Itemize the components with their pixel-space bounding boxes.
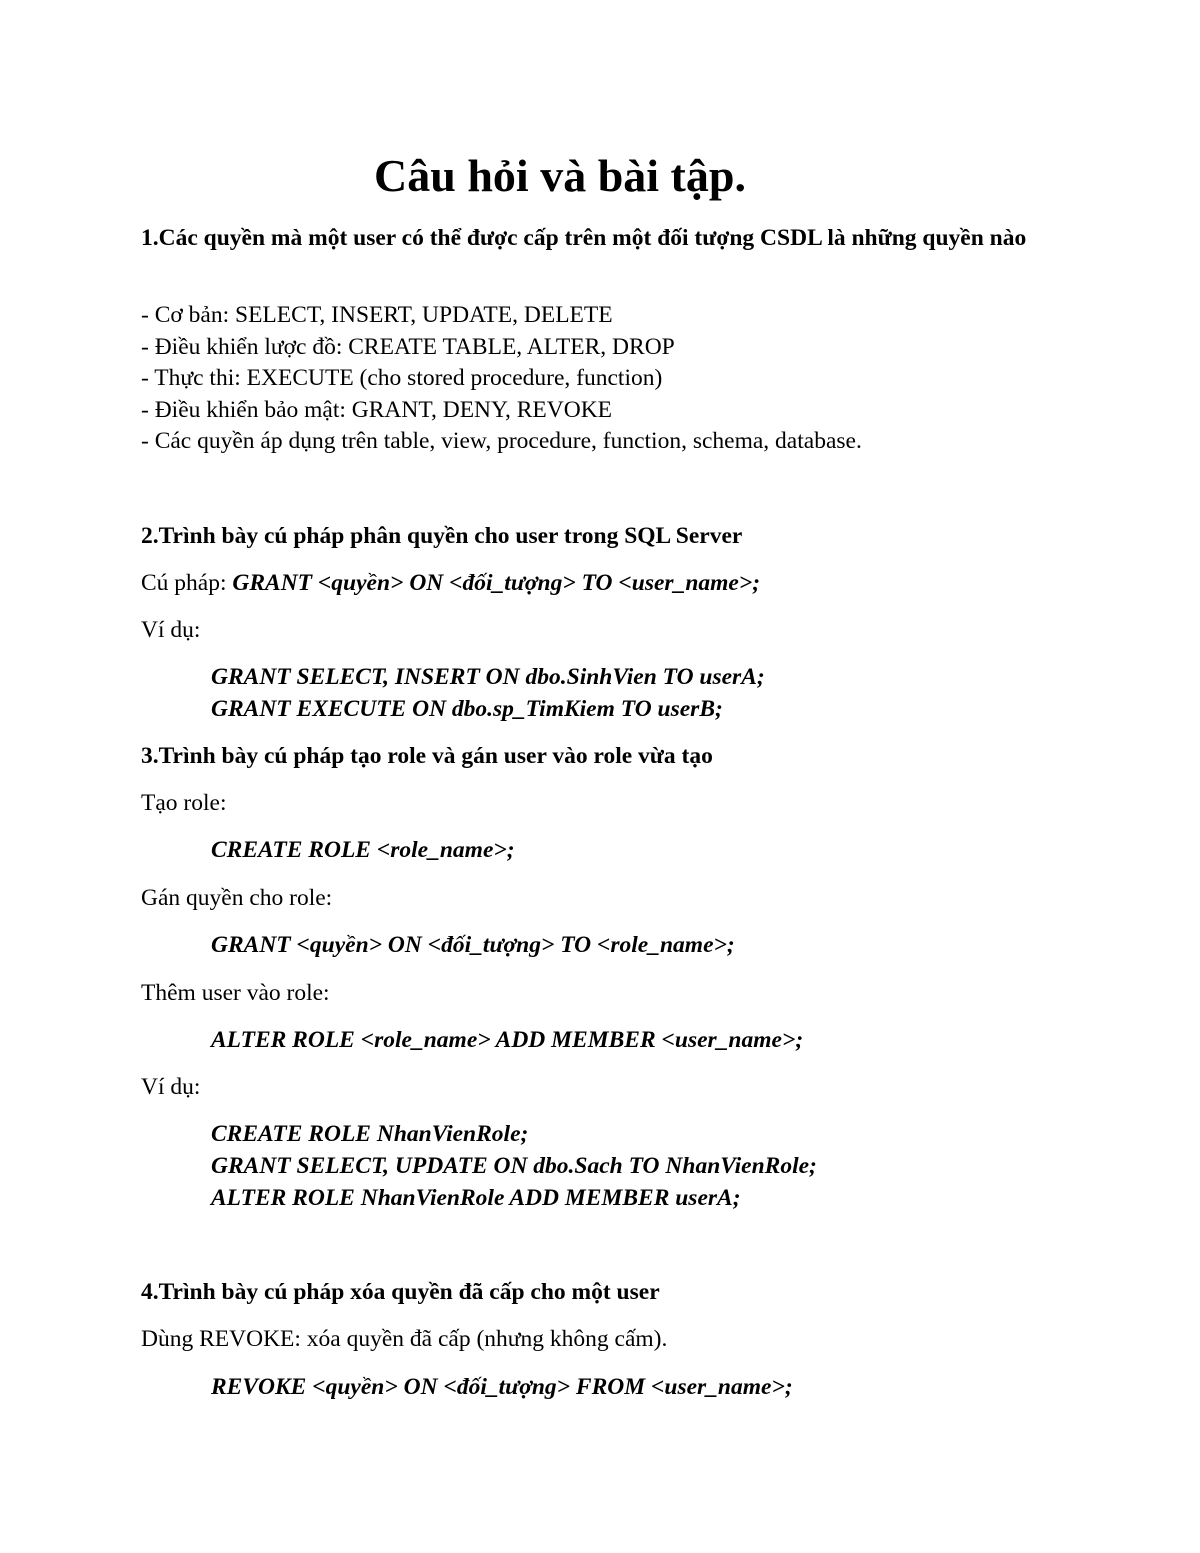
q3-add-label: Thêm user vào role: bbox=[141, 980, 330, 1006]
q3-example-label: Ví dụ: bbox=[141, 1074, 201, 1100]
q1-item-basic: - Cơ bản: SELECT, INSERT, UPDATE, DELETE bbox=[141, 302, 613, 328]
question-4-heading: 4.Trình bày cú pháp xóa quyền đã cấp cho một user bbox=[141, 1279, 660, 1305]
q2-syntax-label: Cú pháp: bbox=[141, 570, 233, 596]
q3-create-code: CREATE ROLE <role_name>; bbox=[211, 837, 515, 863]
q3-add-code: ALTER ROLE <role_name> ADD MEMBER <user_name>; bbox=[211, 1027, 804, 1053]
q3-grant-label: Gán quyền cho role: bbox=[141, 885, 333, 911]
q3-example-code-2: GRANT SELECT, UPDATE ON dbo.Sach TO NhanVienRole; bbox=[211, 1153, 817, 1179]
q4-description: Dùng REVOKE: xóa quyền đã cấp (nhưng không cấm). bbox=[141, 1326, 668, 1352]
question-2-heading: 2.Trình bày cú pháp phân quyền cho user trong SQL Server bbox=[141, 523, 743, 549]
q3-example-code-3: ALTER ROLE NhanVienRole ADD MEMBER userA; bbox=[211, 1185, 741, 1211]
q2-syntax-line bbox=[141, 567, 760, 599]
question-3-heading: 3.Trình bày cú pháp tạo role và gán user vào role vừa tạo bbox=[141, 743, 713, 769]
question-1-heading: 1.Các quyền mà một user có thể được cấp trên một đối tượng CSDL là những quyền nào bbox=[141, 225, 1027, 251]
q2-syntax-code: GRANT <quyền> ON <đối_tượng> TO <user_name>; bbox=[232, 570, 761, 596]
q2-example-code-1: GRANT SELECT, INSERT ON dbo.SinhVien TO userA; bbox=[211, 664, 765, 690]
q3-example-code-1: CREATE ROLE NhanVienRole; bbox=[211, 1121, 529, 1147]
q2-example-code-2: GRANT EXECUTE ON dbo.sp_TimKiem TO userB; bbox=[211, 696, 723, 722]
q4-revoke-code: REVOKE <quyền> ON <đối_tượng> FROM <user_name>; bbox=[211, 1374, 793, 1400]
page-title: Câu hỏi và bài tập. bbox=[374, 150, 746, 201]
q3-grant-code: GRANT <quyền> ON <đối_tượng> TO <role_name>; bbox=[211, 932, 735, 958]
q1-item-execute: - Thực thi: EXECUTE (cho stored procedure, function) bbox=[141, 365, 663, 391]
q3-create-label: Tạo role: bbox=[141, 790, 227, 816]
q1-item-security: - Điều khiển bảo mật: GRANT, DENY, REVOKE bbox=[141, 397, 613, 423]
q2-example-label: Ví dụ: bbox=[141, 617, 201, 643]
q1-item-scope: - Các quyền áp dụng trên table, view, procedure, function, schema, database. bbox=[141, 428, 862, 454]
q1-item-schema: - Điều khiển lược đồ: CREATE TABLE, ALTER, DROP bbox=[141, 334, 675, 360]
